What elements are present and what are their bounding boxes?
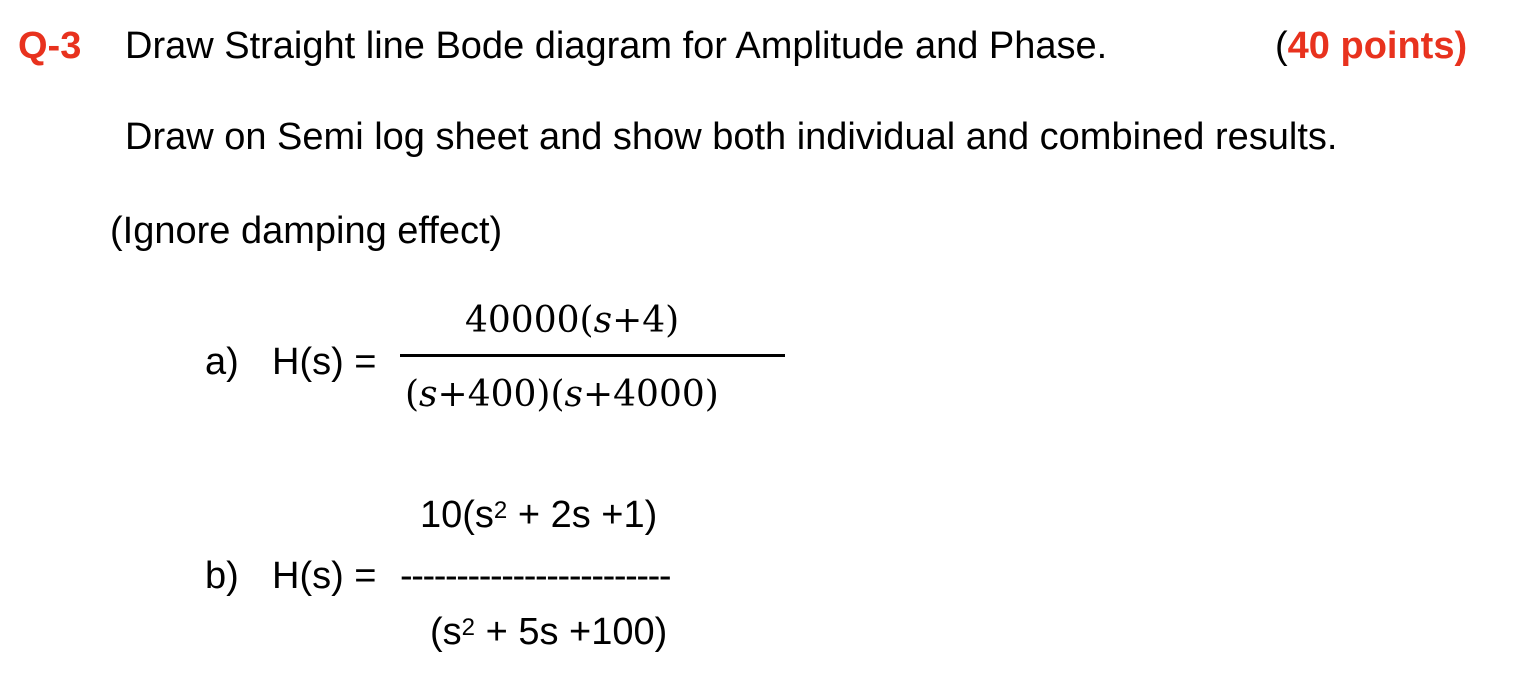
part-b-label: b) (205, 555, 239, 597)
part-a-fraction-bar (400, 354, 785, 357)
points-open-paren: ( (1275, 25, 1288, 67)
part-b-den-pre: (s (430, 611, 462, 653)
part-b-numerator (420, 493, 657, 537)
part-a-num-rest: +4) (612, 300, 680, 341)
part-a-label: a) (205, 341, 239, 383)
part-b-den-post: + 5s +100) (475, 611, 668, 653)
part-a-lhs: H(s) = (272, 341, 377, 383)
points-badge (1275, 24, 1467, 68)
part-b-den-exp: 2 (461, 614, 476, 641)
part-a-den-p1-var: s (419, 374, 438, 415)
part-b-num-exp: 2 (493, 497, 508, 524)
points-text: 40 points) (1287, 25, 1468, 67)
part-b-lhs: H(s) = (272, 555, 377, 597)
instruction-text: Draw on Semi log sheet and show both individual and combined results. (125, 116, 1338, 158)
part-a-num-var: s (593, 300, 613, 341)
part-b-num-post: + 2s +1) (507, 494, 658, 536)
question-title: Draw Straight line Bode diagram for Amplitude and Phase. (125, 25, 1108, 67)
part-a-numerator (465, 300, 679, 342)
question-number: Q-3 (18, 25, 82, 67)
part-a-den-p1-rest: +400)( (437, 374, 565, 415)
part-a-den-p2-var: s (564, 374, 583, 415)
part-a-den-p1-open: ( (405, 374, 420, 415)
part-a-denominator (405, 374, 719, 416)
part-a-num-coef: 40000( (465, 300, 594, 341)
part-a-den-p2-rest: +4000) (582, 374, 719, 415)
note-text: (Ignore damping effect) (110, 210, 503, 252)
part-b-denominator (430, 610, 667, 654)
part-b-dash-line: ------------------------ (400, 555, 671, 597)
part-b-num-pre: 10(s (420, 494, 494, 536)
